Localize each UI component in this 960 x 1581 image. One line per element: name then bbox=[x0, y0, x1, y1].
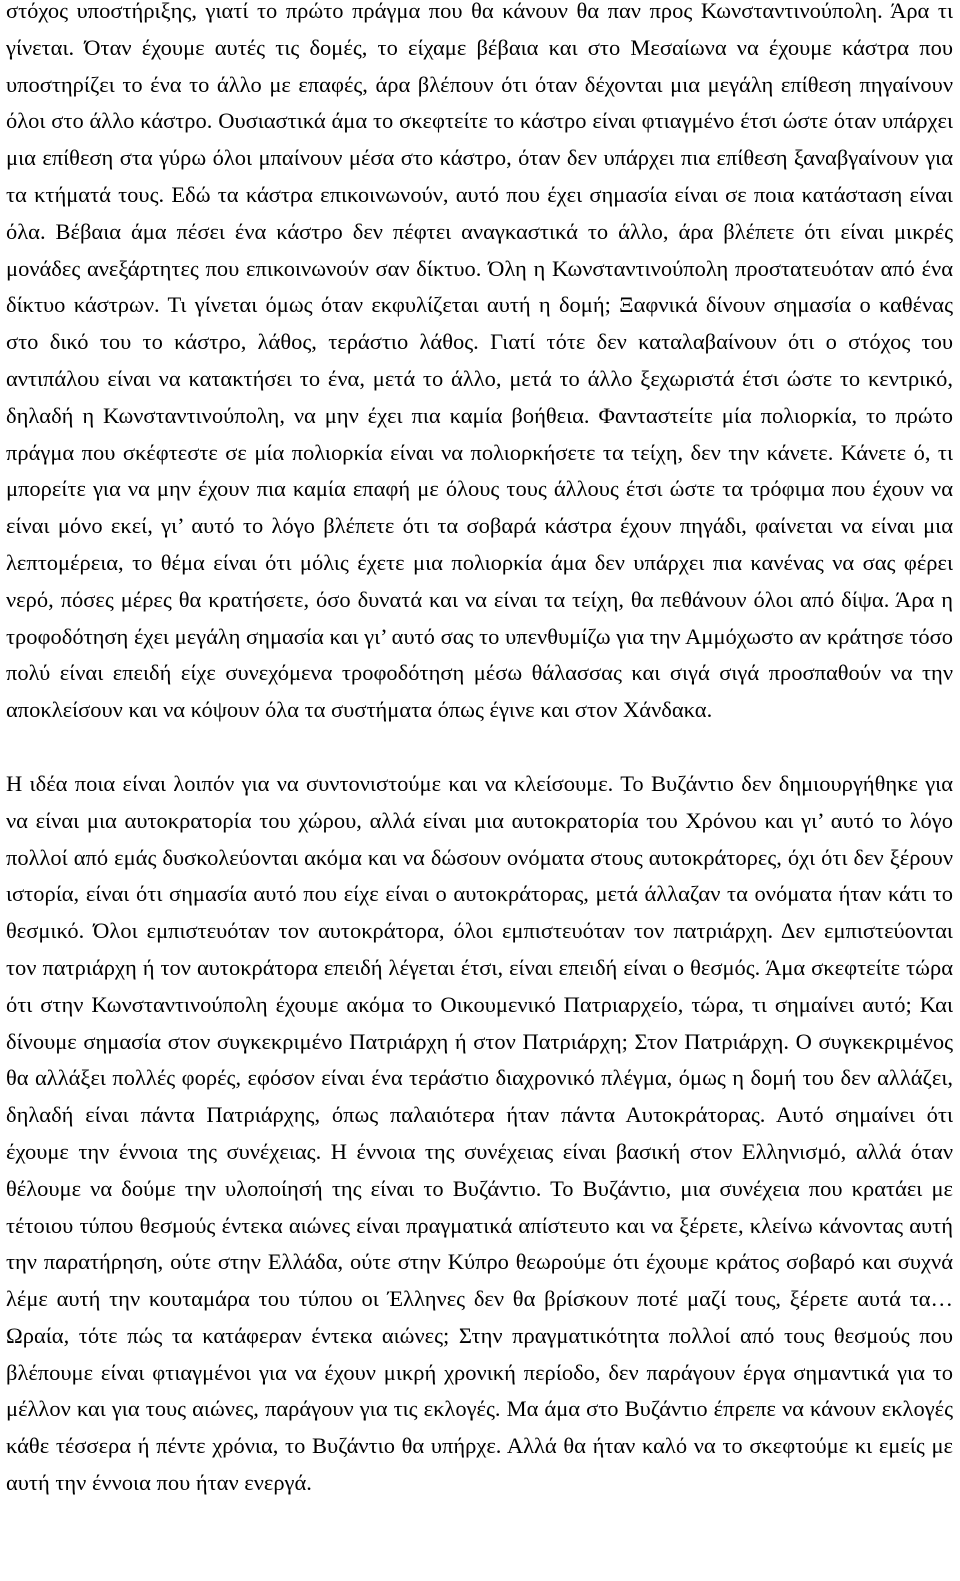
paragraph-byzantium-time: Η ιδέα ποια είναι λοιπόν για να συντονιστούμε και να κλείσουμε. Το Βυζάντιο δεν δημιουργήθηκε για να είναι μια αυτοκρατορία του χώρου, αλλά είναι μια αυτοκρατορία του Χρόνου και γι’ αυτό το λόγο πολλοί από εμάς δυσκολεύονται ακόμα και να δώσουν ονόματα στους αυτοκράτορες, όχι ότι δεν ξέρουν ιστορία, είναι ότι σημασία αυτό που είχε είναι ο αυτοκράτορας, μετά άλλαζαν τα ονόματα ήταν κάτι το θεσμικό. Όλοι εμπιστευόταν τον αυτοκράτορα, όλοι εμπιστευόταν τον πατριάρχη. Δεν εμπιστεύονται τον πατριάρχη ή τον αυτοκράτορα επειδή λέγεται έτσι, είναι επειδή είναι ο θεσμός. Άμα σκεφτείτε τώρα ότι στην Κωνσταντινούπολη έχουμε ακόμα το Οικουμενικό Πατριαρχείο, τώρα, τι σημαίνει αυτό; Και δίνουμε σημασία στον συγκεκριμένο Πατριάρχη ή στον Πατριάρχη; Στον Πατριάρχη. Ο συγκεκριμένος θα αλλάξει πολλές φορές, εφόσον είναι ένα τεράστιο διαχρονικό πλέγμα, όμως η δομή του δεν αλλάζει, δηλαδή είναι πάντα Πατριάρχης, όπως παλαιότερα ήταν πάντα Αυτοκράτορας. Αυτό σημαίνει ότι έχουμε την έννοια της συνέχειας. Η έννοια της συνέχειας είναι βασική στον Ελληνισμό, αλλά όταν θέλουμε να δούμε την υλοποίησή της είναι το Βυζάντιο. Το Βυζάντιο, μια συνέχεια που κρατάει με τέτοιου τύπου θεσμούς έντεκα αιώνες είναι πραγματικά απίστευτο και να ξέρετε, κλείνω κάνοντας αυτή την παρατήρηση, ούτε στην Ελλάδα, ούτε στην Κύπρο θεωρούμε ότι έχουμε κράτος σοβαρό και συχνά λέμε αυτή την κουταμάρα του τύπου οι Έλληνες δεν θα βρίσκουν ποτέ μαζί τους, ξέρετε αυτά τα… Ωραία, τότε πώς τα κατάφεραν έντεκα αιώνες; Στην πραγματικότητα πολλοί από τους θεσμούς που βλέπουμε είναι φτιαγμένοι για να έχουν μικρή χρονική περίοδο, δεν παράγουν έργα σημαντικά για το μέλλον και για τους αιώνες, παράγουν για τις εκλογές. Μα άμα στο Βυζάντιο έπρεπε να κάνουν εκλογές κάθε τέσσερα ή πέντε χρόνια, το Βυζάντιο θα υπήρχε. Αλλά θα ήταν καλό να το σκεφτούμε κι εμείς με αυτή την έννοια που ήταν ενεργά. bbox=[6, 770, 953, 1496]
paragraph-castles-siege: στόχος υποστήριξης, γιατί το πρώτο πράγμα που θα κάνουν θα παν προς Κωνσταντινούπολη. Άρα τι γίνεται. Όταν έχουμε αυτές τις δομές, το είχαμε βέβαια και στο Μεσαίωνα να έχουμε κάστρα που υποστηρίζει το ένα το άλλο με επαφές, άρα βλέπουν ότι όταν δέχονται μια μεγάλη επίθεση πηγαίνουν όλοι στο άλλο κάστρο. Ουσιαστικά άμα το σκεφτείτε το κάστρο είναι φτιαγμένο έτσι ώστε όταν υπάρχει μια επίθεση στα γύρω όλοι μπαίνουν μέσα στο κάστρο, όταν δεν υπάρχει πια επίθεση ξαναβγαίνουν για τα κτήματά τους. Εδώ τα κάστρα επικοινωνούν, αυτό που έχει σημασία είναι σε ποια κατάσταση είναι όλα. Βέβαια άμα πέσει ένα κάστρο δεν πέφτει αναγκαστικά το άλλο, άρα βλέπετε ότι είναι μικρές μονάδες ανεξάρτητες που επικοινωνούν σαν δίκτυο. Όλη η Κωνσταντινούπολη προστατευόταν από ένα δίκτυο κάστρων. Τι γίνεται όμως όταν εκφυλίζεται αυτή η δομή; Ξαφνικά δίνουν σημασία ο καθένας στο δικό του το κάστρο, λάθος, τεράστιο λάθος. Γιατί τότε δεν καταλαβαίνουν ότι ο στόχος του αντιπάλου είναι να κατακτήσει το ένα, μετά το άλλο, μετά το άλλο ξεχωριστά έτσι ώστε το κεντρικό, δηλαδή η Κωνσταντινούπολη, να μην έχει πια καμία βοήθεια. Φανταστείτε μία πολιορκία, το πρώτο πράγμα που σκέφτεστε σε μία πολιορκία είναι να πολιορκήσετε τα τείχη, δεν την κάνετε. Κάνετε ό, τι μπορείτε για να μην έχουν πια καμία επαφή με όλους τους άλλους έτσι ώστε τα τρόφιμα που έχουν να είναι μόνο εκεί, γι’ αυτό το λόγο βλέπετε ότι τα σοβαρά κάστρα έχουν πηγάδι, φαίνεται να είναι μια λεπτομέρεια, το θέμα είναι ότι μόλις έχετε μια πολιορκία άμα δεν υπάρχει πια κανένας να σας φέρει νερό, πόσες μέρες θα κρατήσετε, όσο δυνατά και να είναι τα τείχη, θα πεθάνουν όλοι από δίψα. Άρα η τροφοδότηση έχει μεγάλη σημασία και γι’ αυτό σας το υπενθυμίζω για την Αμμόχωστο αν κράτησε τόσο πολύ είναι επειδή είχε συνεχόμενα τροφοδότηση μέσω θάλασσας και σιγά σιγά προσπαθούν να την αποκλείσουν και να κόψουν όλα τα συστήματα όπως έγινε και στον Χάνδακα. bbox=[6, 0, 953, 723]
